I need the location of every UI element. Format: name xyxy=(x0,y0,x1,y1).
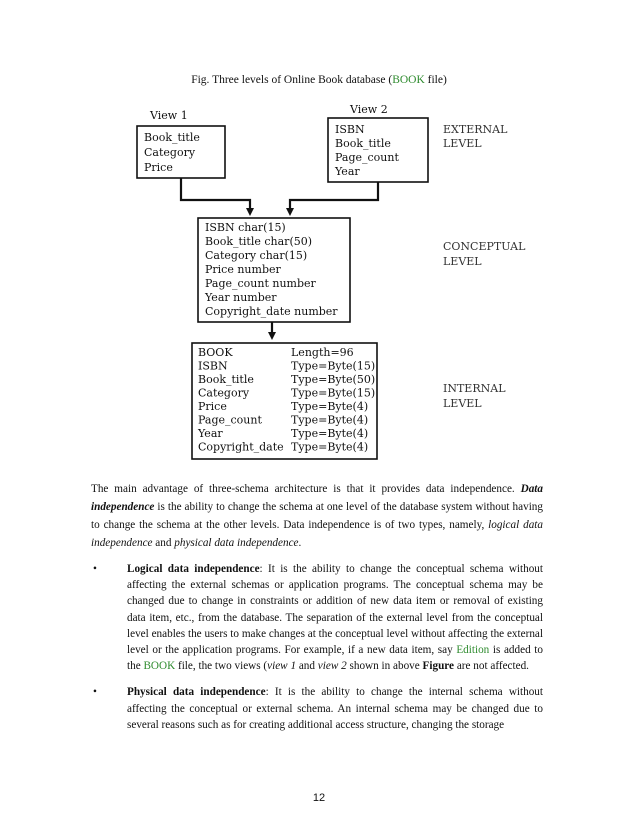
internal-field: Copyright_date xyxy=(198,440,284,454)
internal-field: Year xyxy=(198,427,223,440)
internal-type: Type=Byte(50) xyxy=(291,373,376,386)
internal-field: Category xyxy=(198,386,250,400)
bullet-dot: • xyxy=(93,563,97,575)
internal-type: Type=Byte(4) xyxy=(291,400,369,413)
conceptual-field: Copyright_date number xyxy=(205,305,338,318)
view1-field: Book_title xyxy=(144,131,200,144)
data-independence-term: Data independence xyxy=(91,483,543,513)
internal-field: Book_title xyxy=(198,373,254,386)
internal-level-label: LEVEL xyxy=(443,397,482,410)
book-highlight: BOOK xyxy=(143,660,176,673)
view2-field: ISBN xyxy=(335,123,365,136)
conceptual-field: ISBN char(15) xyxy=(205,221,286,234)
conceptual-field: Year number xyxy=(205,291,277,304)
internal-type: Type=Byte(4) xyxy=(291,427,369,440)
conceptual-field: Price number xyxy=(205,263,281,276)
internal-type: Type=Byte(15) xyxy=(291,359,376,373)
internal-type: Type=Byte(4) xyxy=(291,413,369,427)
caption-prefix: Fig. Three levels of Online Book database ( xyxy=(191,74,393,86)
bullet-logical: • Logical data independence: It is the ability to change the conceptual schema without affecting the external schemas or application programs. The conceptual schema may be changed due to change in constraints or addition of new data item or removal of existing data item, etc., from the database. The separation of the external level from the conceptual level enables the users to make changes at the conceptual level without affecting the external level or the application programs. For example, if a new data item, say Edition is added to the BOOK file, the two views (view 1 and view 2 shown in above Figure are not affected. xyxy=(93,563,544,673)
view2-field: Book_title xyxy=(335,137,391,150)
caption-suffix: file) xyxy=(424,74,447,86)
bullet-dot: • xyxy=(93,686,97,699)
conceptual-field: Category char(15) xyxy=(205,249,308,262)
view1-field: Price xyxy=(144,161,173,174)
arrow-view1-to-conceptual xyxy=(181,178,250,212)
page-number: 12 xyxy=(312,792,326,804)
edition-highlight: Edition xyxy=(456,644,490,657)
internal-field: ISBN xyxy=(198,359,228,373)
independence-bullet-list xyxy=(91,561,543,733)
internal-type: Type=Byte(4) xyxy=(291,440,369,454)
view2-field: Page_count xyxy=(335,151,399,164)
view1-label: View 1 xyxy=(150,109,188,122)
internal-type: Length=96 xyxy=(291,346,354,359)
conceptual-level-label: CONCEPTUAL xyxy=(443,240,526,253)
internal-field: BOOK xyxy=(198,346,233,359)
internal-level-label: INTERNAL xyxy=(443,382,506,395)
view2-field: Year xyxy=(335,165,360,178)
logical-term: Logical data independence xyxy=(127,563,260,575)
intro-paragraph: The main advantage of three-schema architecture is that it provides data independence. Data independence is the ability to change the schema at one level of the database system without having to change the schema at the other levels. Data independence is of two types, namely, logical data independence and physical data independence. xyxy=(91,483,543,549)
arrow-view2-to-conceptual xyxy=(290,182,378,212)
view2-label: View 2 xyxy=(350,103,388,116)
view1-field: Category xyxy=(144,146,196,159)
physical-term-inline: physical data independence xyxy=(174,537,299,549)
internal-type: Type=Byte(15) xyxy=(291,386,376,400)
caption-book-highlight: BOOK xyxy=(392,74,425,86)
conceptual-field: Page_count number xyxy=(205,277,316,290)
internal-field: Page_count xyxy=(198,413,262,427)
conceptual-level-label: LEVEL xyxy=(443,255,482,268)
physical-term: Physical data independence xyxy=(127,686,266,699)
external-level-label: EXTERNAL xyxy=(443,123,508,136)
bullet-physical: • Physical data independence: It is the ability to change the internal schema without affecting the conceptual or external schema. An internal schema may be changed due to several reasons such as for creating additional access structure, changing the storage xyxy=(93,686,544,731)
external-level-label: LEVEL xyxy=(443,137,482,150)
internal-field: Price xyxy=(198,400,227,413)
logical-term-inline: logical data independence xyxy=(91,519,543,549)
conceptual-field: Book_title char(50) xyxy=(205,235,313,248)
